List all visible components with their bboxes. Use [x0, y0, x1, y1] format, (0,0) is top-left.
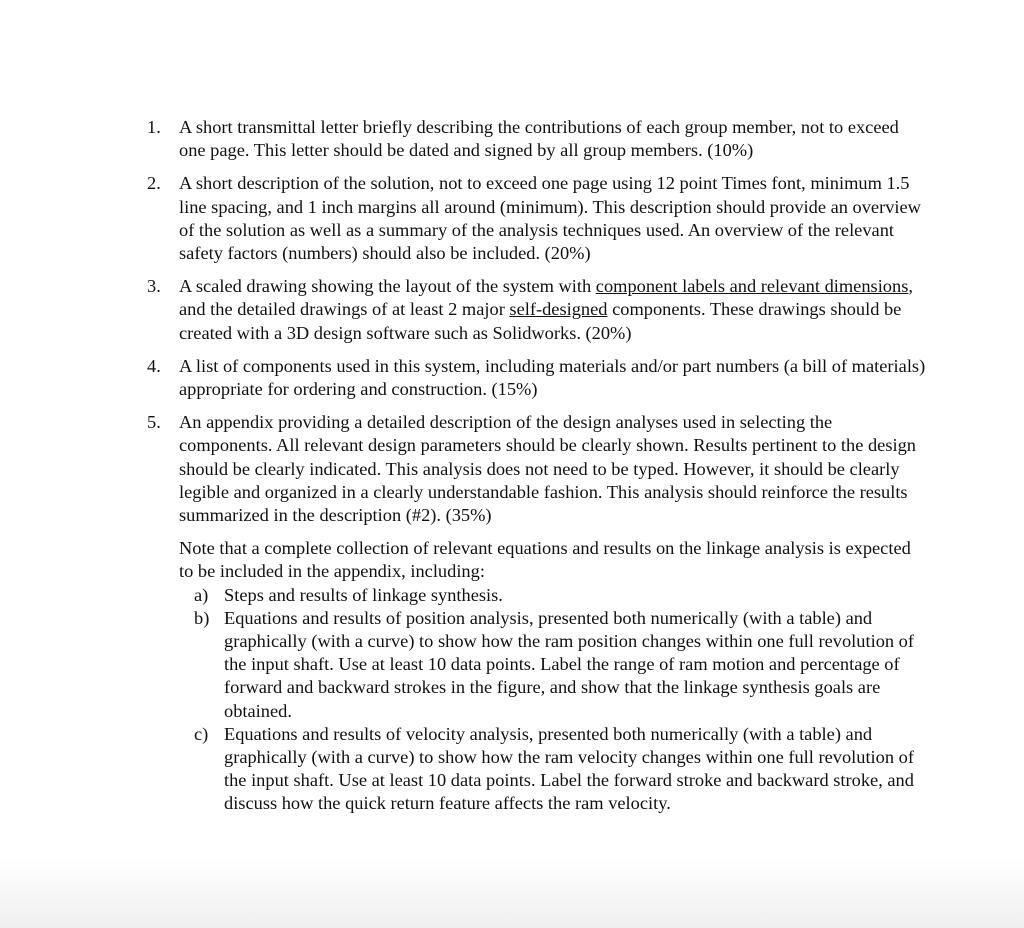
sublist-letter: a) — [194, 584, 209, 605]
list-number: 1. — [147, 117, 161, 137]
sublist-item-text: Equations and results of position analysis, presented both numerically (with a table) and graphically (with a curve) to show how the ram position changes within one full revolution of the input shaft. Use at least 10 data points. Label the range of ram motion and percentage of forward and backward strokes in the figure, and show that the linkage synthesis goals are obtained. — [224, 607, 914, 721]
underlined-text: self-designed — [509, 299, 608, 320]
sublist-item-b — [147, 607, 927, 723]
requirements-list — [147, 116, 927, 816]
sublist-letter: c) — [194, 723, 209, 744]
underlined-text: component labels and relevant dimensions — [595, 276, 909, 297]
list-item-4 — [147, 355, 927, 401]
bottom-shadow — [0, 858, 1024, 928]
sublist-item-a — [147, 584, 927, 607]
list-item-text: A short transmittal letter briefly describing the contributions of each group member, not to exceed one page. This letter should be dated and signed by all group members. (10%) — [179, 117, 899, 161]
sublist-item-text: Steps and results of linkage synthesis. — [224, 584, 503, 605]
list-item-text — [179, 275, 927, 345]
sublist-item-text: Equations and results of velocity analysis, presented both numerically (with a table) and graphically (with a curve) to show how the ram velocity changes within one full revolution of the input shaft. Use at least 10 data points. Label the forward stroke and backward stroke, and discuss how the quick return feature affects the ram velocity. — [224, 723, 914, 814]
list-item-text: A short description of the solution, not to exceed one page using 12 point Times font, minimum 1.5 line spacing, and 1 inch margins all around (minimum). This description should provide an overview of the solution as well as a summary of the analysis techniques used. An overview of the relevant safety factors (numbers) should also be included. (20%) — [179, 173, 921, 264]
text-segment: , and the detailed drawings of at least 2 major — [179, 276, 913, 320]
list-number: 4. — [147, 355, 161, 376]
text-segment: A scaled drawing showing the layout of the system with — [179, 276, 596, 297]
list-item-text: An appendix providing a detailed description of the design analyses used in selecting the components. All relevant design parameters should be clearly shown. Results pertinent to the design should be clearly indicated. This analysis does not need to be typed. However, it should be clearly legible and organized in a clearly understandable fashion. This analysis should reinforce the results summarized in the description (#2). (35%) — [179, 412, 916, 526]
list-item-text: A list of components used in this system, including materials and/or part numbers (a bill of materials) appropriate for ordering and construction. (15%) — [179, 355, 926, 400]
appendix-note: Note that a complete collection of relevant equations and results on the linkage analysis is expected to be included in the appendix, including: — [179, 538, 911, 582]
sublist-item-c — [147, 723, 927, 816]
sublist-letter: b) — [194, 607, 210, 628]
list-item-3 — [147, 275, 927, 345]
text-segment: components. These drawings should be created with a 3D design software such as Solidworks. (20%) — [179, 299, 902, 343]
list-item-1 — [147, 116, 927, 162]
list-number: 2. — [147, 173, 161, 194]
list-number: 3. — [147, 276, 161, 297]
list-item-5 — [147, 411, 927, 527]
list-number: 5. — [147, 412, 161, 433]
list-item-2 — [147, 172, 927, 265]
